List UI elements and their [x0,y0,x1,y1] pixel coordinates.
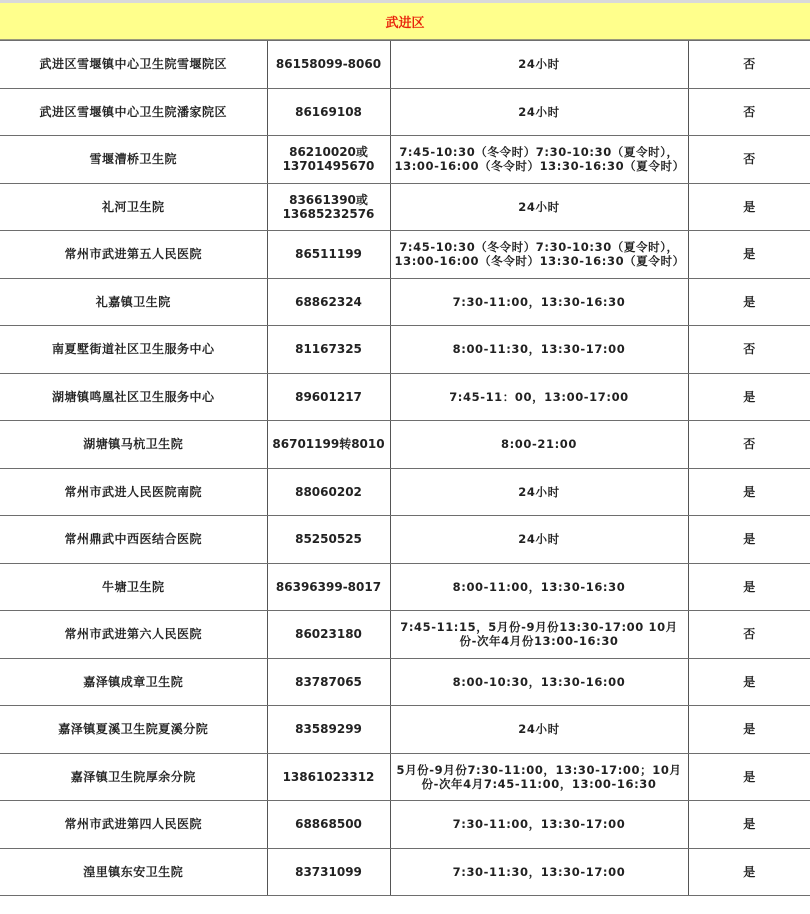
clinic-name-cell: 雪堰漕桥卫生院 [0,136,267,184]
table-row [0,611,810,659]
table-row [0,753,810,801]
phone-cell: 86210020或13701495670 [267,136,390,184]
hours-cell: 7:45-11:15，5月份-9月份13:30-17:00 10月份-次年4月份13:00-16:30 [390,611,688,659]
flag-cell: 是 [688,658,810,706]
table-row [0,278,810,326]
table-row [0,848,810,896]
table-row [0,658,810,706]
hours-cell: 24小时 [390,88,688,136]
phone-cell: 86701199转8010 [267,421,390,469]
table-row [0,373,810,421]
table-row [0,41,810,89]
hours-cell: 24小时 [390,516,688,564]
table-row [0,326,810,374]
clinic-name-cell: 嘉泽镇成章卫生院 [0,658,267,706]
phone-cell: 86396399-8017 [267,563,390,611]
table-row [0,136,810,184]
table-row [0,231,810,279]
clinic-name-cell: 湖塘镇鸣凰社区卫生服务中心 [0,373,267,421]
district-title: 武进区 [385,15,425,31]
clinic-table-body [0,41,810,896]
table-row [0,516,810,564]
hours-cell: 7:30-11:00，13:30-16:30 [390,278,688,326]
clinic-name-cell: 嘉泽镇夏溪卫生院夏溪分院 [0,706,267,754]
clinic-name-cell: 武进区雪堰镇中心卫生院雪堰院区 [0,41,267,89]
table-row [0,88,810,136]
hours-cell: 24小时 [390,468,688,516]
flag-cell: 是 [688,753,810,801]
hours-cell: 8:00-21:00 [390,421,688,469]
flag-cell: 是 [688,706,810,754]
clinic-table [0,40,810,896]
hours-cell: 7:45-10:30（冬令时）7:30-10:30（夏令时），13:00-16:00（冬令时）13:30-16:30（夏令时） [390,231,688,279]
phone-cell: 86158099-8060 [267,41,390,89]
hours-cell: 7:45-11：00，13:00-17:00 [390,373,688,421]
district-header [0,3,810,40]
clinic-name-cell: 常州鼎武中西医结合医院 [0,516,267,564]
clinic-name-cell: 南夏墅街道社区卫生服务中心 [0,326,267,374]
phone-cell: 13861023312 [267,753,390,801]
clinic-name-cell: 常州市武进第四人民医院 [0,801,267,849]
phone-cell: 86023180 [267,611,390,659]
hours-cell: 7:30-11:00，13:30-17:00 [390,801,688,849]
phone-cell: 83589299 [267,706,390,754]
clinic-name-cell: 武进区雪堰镇中心卫生院潘家院区 [0,88,267,136]
flag-cell: 否 [688,421,810,469]
hours-cell: 8:00-11:00，13:30-16:30 [390,563,688,611]
clinic-name-cell: 嘉泽镇卫生院厚余分院 [0,753,267,801]
phone-cell: 81167325 [267,326,390,374]
hours-cell: 5月份-9月份7:30-11:00，13:30-17:00；10月份-次年4月7:45-11:00，13:00-16:30 [390,753,688,801]
clinic-name-cell: 礼河卫生院 [0,183,267,231]
phone-cell: 86169108 [267,88,390,136]
table-row [0,563,810,611]
phone-cell: 85250525 [267,516,390,564]
table-row [0,468,810,516]
hours-cell: 7:45-10:30（冬令时）7:30-10:30（夏令时），13:00-16:00（冬令时）13:30-16:30（夏令时） [390,136,688,184]
flag-cell: 是 [688,231,810,279]
phone-cell: 83787065 [267,658,390,706]
flag-cell: 否 [688,136,810,184]
clinic-name-cell: 牛塘卫生院 [0,563,267,611]
table-row [0,706,810,754]
clinic-name-cell: 礼嘉镇卫生院 [0,278,267,326]
clinic-name-cell: 湟里镇东安卫生院 [0,848,267,896]
flag-cell: 否 [688,41,810,89]
hours-cell: 8:00-11:30，13:30-17:00 [390,326,688,374]
hours-cell: 24小时 [390,41,688,89]
table-row [0,801,810,849]
flag-cell: 是 [688,848,810,896]
flag-cell: 是 [688,516,810,564]
flag-cell: 是 [688,468,810,516]
phone-cell: 83731099 [267,848,390,896]
hours-cell: 7:30-11:30，13:30-17:00 [390,848,688,896]
phone-cell: 89601217 [267,373,390,421]
phone-cell: 83661390或13685232576 [267,183,390,231]
hours-cell: 24小时 [390,706,688,754]
phone-cell: 68862324 [267,278,390,326]
flag-cell: 是 [688,563,810,611]
flag-cell: 否 [688,326,810,374]
flag-cell: 否 [688,611,810,659]
phone-cell: 86511199 [267,231,390,279]
flag-cell: 是 [688,183,810,231]
hours-cell: 8:00-10:30，13:30-16:00 [390,658,688,706]
flag-cell: 是 [688,801,810,849]
clinic-name-cell: 常州市武进第六人民医院 [0,611,267,659]
clinic-name-cell: 常州市武进第五人民医院 [0,231,267,279]
phone-cell: 88060202 [267,468,390,516]
flag-cell: 是 [688,373,810,421]
table-row [0,183,810,231]
table-row [0,421,810,469]
hours-cell: 24小时 [390,183,688,231]
phone-cell: 68868500 [267,801,390,849]
clinic-name-cell: 湖塘镇马杭卫生院 [0,421,267,469]
flag-cell: 否 [688,88,810,136]
clinic-name-cell: 常州市武进人民医院南院 [0,468,267,516]
flag-cell: 是 [688,278,810,326]
